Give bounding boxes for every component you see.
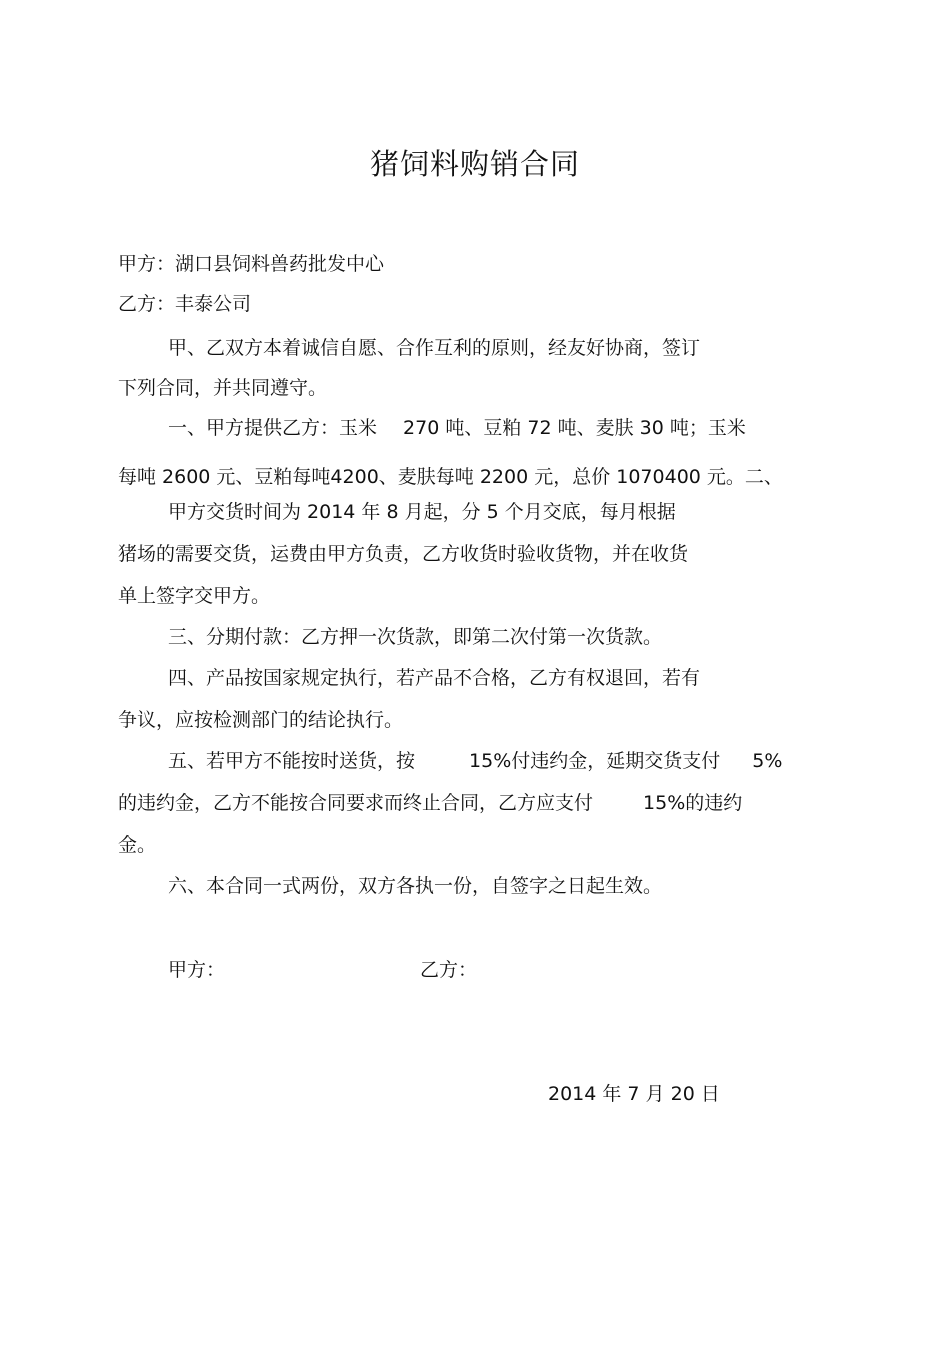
page-title: 猪饲料购销合同 xyxy=(369,147,580,181)
clause-5-line-2-part-a: 的违约金，乙方不能按合同要求而终止合同，乙方应支付 xyxy=(118,792,594,814)
clause-5-line-1-part-b: 15%付违约金，延期交货支付 xyxy=(469,750,721,772)
intro-line-1: 甲、乙双方本着诚信自愿、合作互利的原则，经友好协商，签订 xyxy=(168,337,701,359)
contract-date: 2014 年 7 月 20 日 xyxy=(548,1083,720,1105)
clause-5-line-2-part-b: 15%的违约 xyxy=(643,792,743,814)
clause-4-line-1: 四、产品按国家规定执行，若产品不合格，乙方有权退回，若有 xyxy=(168,667,701,689)
clause-5-line-1-part-a: 五、若甲方不能按时送货，按 xyxy=(168,750,416,772)
clause-5-line-1-part-c: 5% xyxy=(752,750,783,772)
clause-4-line-2: 争议，应按检测部门的结论执行。 xyxy=(118,709,404,731)
party-a-line: 甲方：湖口县饲料兽药批发中心 xyxy=(118,253,385,275)
clause-1-line-5: 单上签字交甲方。 xyxy=(118,585,271,607)
clause-1-line-3: 甲方交货时间为 2014 年 8 月起，分 5 个月交底，每月根据 xyxy=(168,501,676,523)
party-b-line: 乙方：丰泰公司 xyxy=(118,293,252,315)
signature-party-a: 甲方： xyxy=(168,959,226,981)
clause-5-line-1 xyxy=(168,748,782,774)
clause-1-line-1-part-a: 一、甲方提供乙方：玉米 xyxy=(168,417,378,439)
signature-party-b: 乙方： xyxy=(420,959,478,981)
clause-5-line-2 xyxy=(118,790,742,816)
clause-1-line-1-part-b: 270 吨、豆粕 72 吨、麦肤 30 吨；玉米 xyxy=(403,417,746,439)
clause-3: 三、分期付款：乙方押一次货款，即第二次付第一次货款。 xyxy=(168,626,663,648)
intro-line-2: 下列合同，并共同遵守。 xyxy=(118,377,328,399)
clause-6: 六、本合同一式两份，双方各执一份，自签字之日起生效。 xyxy=(168,875,663,897)
clause-5-line-3: 金。 xyxy=(118,834,157,856)
clause-1-line-1 xyxy=(168,415,746,441)
clause-1-line-2: 每吨 2600 元、豆粕每吨4200、麦肤每吨 2200 元，总价 1070400 元。二、 xyxy=(118,466,783,488)
clause-1-line-4: 猪场的需要交货，运费由甲方负责，乙方收货时验收货物，并在收货 xyxy=(118,543,689,565)
